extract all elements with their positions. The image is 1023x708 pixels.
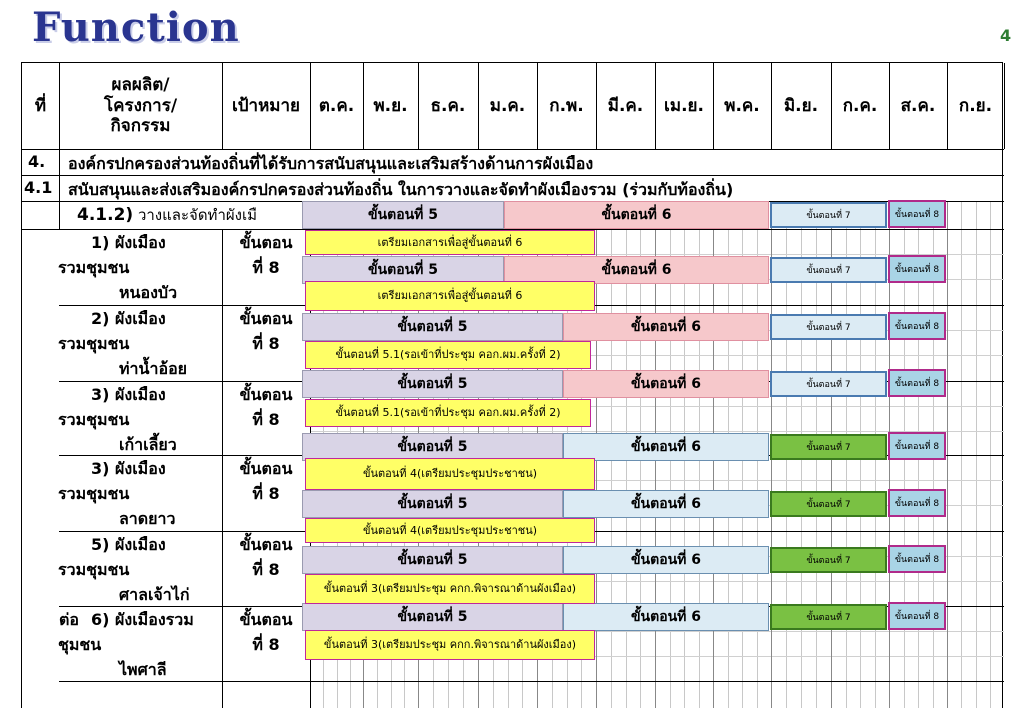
section-number: 4.	[28, 152, 46, 171]
item-product	[59, 230, 222, 305]
step8-bar: ขั้นตอนที่ 8	[888, 489, 946, 517]
header-divider	[310, 63, 311, 149]
subsection-title: สนับสนุนและส่งเสริมองค์กรปกครองส่วนท้องถิ่น ในการวางและจัดทำผังเมืองรวม (ร่วมกับท้องถิ่น)	[68, 180, 734, 199]
step7-bar: ขั้นตอนที่ 7	[770, 202, 887, 228]
header-divider	[947, 63, 948, 149]
item-target-line-2: ที่ 8	[252, 258, 280, 277]
header-divider	[363, 63, 364, 149]
step8-bar: ขั้นตอนที่ 8	[888, 369, 946, 397]
item-line-1: 5) ผังเมือง	[91, 535, 166, 554]
item-line-3: ศาลเจ้าไก่	[119, 585, 190, 604]
step8-bar: ขั้นตอนที่ 8	[888, 545, 946, 573]
step6-bar: ขั้นตอนที่ 6	[504, 256, 769, 284]
item-target-line-1: ขั้นตอน	[239, 309, 293, 328]
item-line-1: 3) ผังเมือง	[91, 459, 166, 478]
row-divider	[22, 175, 1004, 176]
status-note: ขั้นตอนที่ 5.1(รอเข้าที่ประชุม คอก.ผม.ครั้งที่ 2)	[305, 399, 591, 427]
step6-bar: ขั้นตอนที่ 6	[563, 370, 769, 398]
header-month: ก.ย.	[958, 95, 993, 116]
item-target-line-2: ที่ 8	[252, 484, 280, 503]
item-line-2: รวมชุมชน	[58, 334, 130, 353]
item-target	[222, 382, 310, 432]
step8-bar: ขั้นตอนที่ 8	[888, 255, 946, 283]
item-product	[59, 456, 222, 531]
header-no: ที่	[34, 95, 47, 116]
header-month: ม.ค.	[489, 95, 526, 116]
item-line-1: 1) ผังเมือง	[91, 233, 166, 252]
header-month: พ.ค.	[724, 95, 760, 116]
header-month: ก.พ.	[549, 95, 584, 116]
status-note: ขั้นตอนที่ 4(เตรียมประชุมประชาชน)	[305, 458, 595, 490]
header-month: ก.ค.	[842, 95, 878, 116]
step5-bar: ขั้นตอนที่ 5	[302, 490, 563, 518]
col-divider	[222, 63, 223, 149]
step6-bar: ขั้นตอนที่ 6	[563, 490, 769, 518]
step8-bar: ขั้นตอนที่ 8	[888, 200, 946, 228]
step8-bar: ขั้นตอนที่ 8	[888, 432, 946, 460]
step7-bar: ขั้นตอนที่ 7	[770, 257, 887, 283]
step7-bar: ขั้นตอนที่ 7	[770, 547, 887, 573]
status-note: เตรียมเอกสารเพื่อสู่ขั้นตอนที่ 6	[305, 281, 595, 311]
status-note: ขั้นตอนที่ 4(เตรียมประชุมประชาชน)	[305, 518, 595, 543]
header-month: ต.ค.	[318, 95, 355, 116]
header-month: มิ.ย.	[783, 95, 819, 116]
item-target-line-1: ขั้นตอน	[239, 385, 293, 404]
step5-bar: ขั้นตอนที่ 5	[302, 256, 504, 284]
item-line-3: เก้าเลี้ยว	[119, 435, 177, 454]
step5-bar: ขั้นตอนที่ 5	[302, 313, 563, 341]
item-line-4: ต่อ	[59, 610, 79, 629]
step7-bar: ขั้นตอนที่ 7	[770, 371, 887, 397]
item-line-3: ลาดยาว	[119, 509, 176, 528]
item-target-line-2: ที่ 8	[252, 560, 280, 579]
status-note: ขั้นตอนที่ 5.1(รอเข้าที่ประชุม คอก.ผม.ครั้งที่ 2)	[305, 341, 591, 369]
item-line-2: รวมชุมชน	[58, 560, 130, 579]
header-divider	[1004, 63, 1005, 149]
item-line-2: ชุมชน	[58, 635, 102, 654]
item-target	[222, 230, 310, 280]
header-divider	[771, 63, 772, 149]
header-divider	[889, 63, 890, 149]
header-divider	[596, 63, 597, 149]
header-divider	[478, 63, 479, 149]
header-month: มี.ค.	[607, 95, 644, 116]
step7-bar: ขั้นตอนที่ 7	[770, 314, 887, 340]
status-note: เตรียมเอกสารเพื่อสู่ขั้นตอนที่ 6	[305, 230, 595, 255]
item-line-2: รวมชุมชน	[58, 258, 130, 277]
header-month: ธ.ค.	[430, 95, 466, 116]
activity-number: 4.1.2)	[77, 205, 134, 225]
item-line-1: 3) ผังเมือง	[91, 385, 166, 404]
page-number: 4	[1000, 26, 1012, 45]
step7-bar: ขั้นตอนที่ 7	[770, 604, 887, 630]
section-title: องค์กรปกครองส่วนท้องถิ่นที่ได้รับการสนับสนุนและเสริมสร้างด้านการผังเมือง	[68, 154, 594, 173]
step8-bar: ขั้นตอนที่ 8	[888, 602, 946, 630]
step6-bar: ขั้นตอนที่ 6	[563, 313, 769, 341]
header-divider	[418, 63, 419, 149]
step6-bar: ขั้นตอนที่ 6	[563, 603, 769, 631]
col-divider	[59, 201, 60, 229]
item-line-2: รวมชุมชน	[58, 484, 130, 503]
item-line-1: 6) ผังเมืองรวม	[91, 610, 194, 629]
item-target	[222, 532, 310, 582]
step8-bar: ขั้นตอนที่ 8	[888, 312, 946, 340]
step5-bar: ขั้นตอนที่ 5	[302, 370, 563, 398]
step6-bar: ขั้นตอนที่ 6	[563, 433, 769, 461]
item-line-3: ท่าน้ำอ้อย	[119, 359, 188, 378]
item-target-line-2: ที่ 8	[252, 410, 280, 429]
page-title: Function	[32, 4, 240, 51]
header-product: ผลผลิต/ โครงการ/ กิจกรรม	[103, 75, 178, 137]
header-month: พ.ย.	[373, 95, 408, 116]
header-target: เป้าหมาย	[231, 95, 301, 116]
item-line-2: รวมชุมชน	[58, 410, 130, 429]
status-note: ขั้นตอนที่ 3(เตรียมประชุม คกก.พิจารณาด้านผังเมือง)	[305, 574, 595, 604]
row-divider	[22, 149, 1004, 150]
step5-bar: ขั้นตอนที่ 5	[302, 546, 563, 574]
step5-bar: ขั้นตอนที่ 5	[302, 433, 563, 461]
step5-bar: ขั้นตอนที่ 5	[302, 201, 504, 229]
item-line-3: ไพศาลี	[119, 660, 167, 679]
subsection-number: 4.1	[24, 178, 53, 197]
item-target-line-1: ขั้นตอน	[239, 459, 293, 478]
step5-bar: ขั้นตอนที่ 5	[302, 603, 563, 631]
item-target	[222, 456, 310, 506]
item-target-line-2: ที่ 8	[252, 635, 280, 654]
col-divider	[59, 63, 60, 149]
item-line-1: 2) ผังเมือง	[91, 309, 166, 328]
step7-bar: ขั้นตอนที่ 7	[770, 434, 887, 460]
item-product	[59, 607, 222, 682]
header-divider	[831, 63, 832, 149]
header-month: ส.ค.	[900, 95, 936, 116]
schedule-table	[21, 62, 1003, 708]
item-product	[59, 306, 222, 381]
item-product	[59, 382, 222, 457]
status-note: ขั้นตอนที่ 3(เตรียมประชุม คกก.พิจารณาด้านผังเมือง)	[305, 630, 595, 660]
item-target-line-1: ขั้นตอน	[239, 233, 293, 252]
step7-bar: ขั้นตอนที่ 7	[770, 491, 887, 517]
header-month: เม.ย.	[664, 95, 704, 116]
activity-text: วางและจัดทำผังเมื	[133, 206, 257, 224]
step6-bar: ขั้นตอนที่ 6	[504, 201, 769, 229]
header-divider	[713, 63, 714, 149]
header-divider	[655, 63, 656, 149]
activity-title	[77, 203, 257, 227]
header-divider	[537, 63, 538, 149]
item-line-3: หนองบัว	[119, 283, 178, 302]
item-target-line-1: ขั้นตอน	[239, 535, 293, 554]
item-target	[222, 607, 310, 657]
item-target	[222, 306, 310, 356]
item-target-line-2: ที่ 8	[252, 334, 280, 353]
step6-bar: ขั้นตอนที่ 6	[563, 546, 769, 574]
item-target-line-1: ขั้นตอน	[239, 610, 293, 629]
